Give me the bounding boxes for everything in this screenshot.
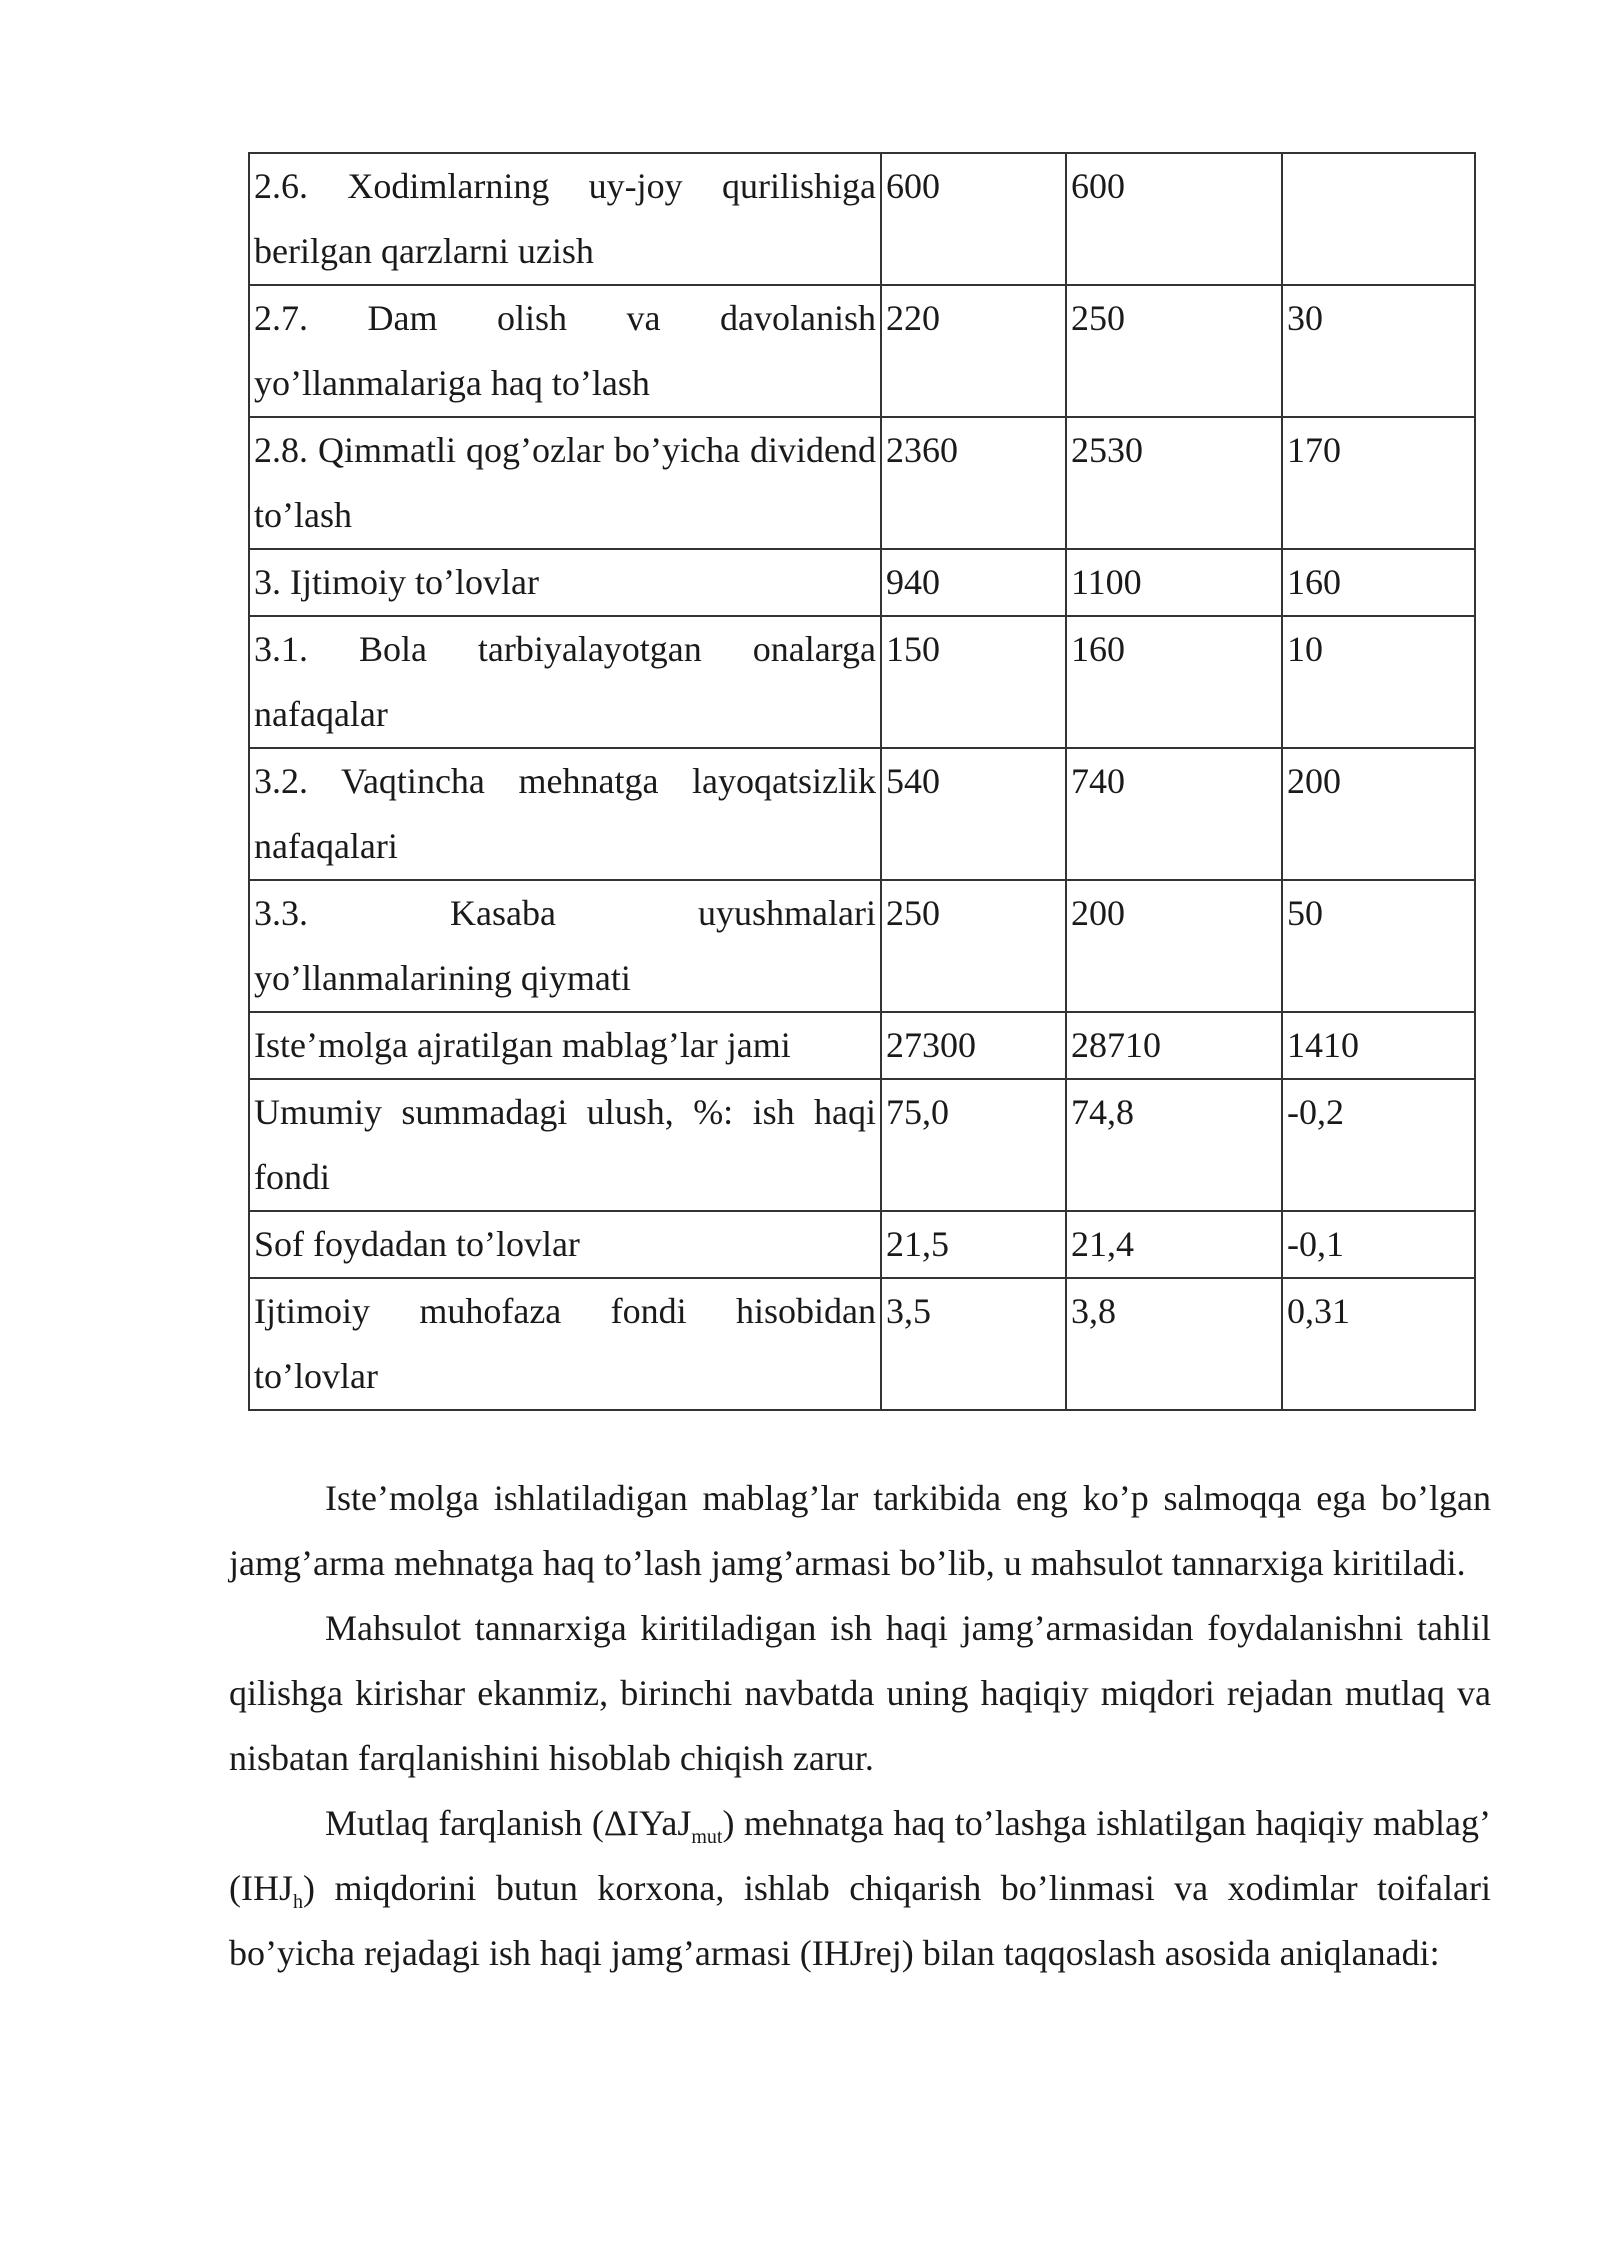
row-label: 3. Ijtimoiy to’lovlar <box>249 549 881 616</box>
difference-value: 170 <box>1282 417 1475 549</box>
table-row <box>249 417 1475 549</box>
fund-usage-table <box>248 152 1476 1411</box>
row-label: Iste’molga ajratilgan mablag’lar jami <box>249 1012 881 1079</box>
difference-value <box>1282 153 1475 285</box>
paragraph: Mahsulot tannarxiga kiritiladigan ish haqi jamg’armasidan foydalanishni tahlil qilishga kirishar ekanmiz, birinchi navbatda uning haqiqiy miqdori rejadan mutlaq va nisbatan farqlanishini hisoblab chiqish zarur. <box>229 1608 1491 1778</box>
paragraph: Iste’molga ishlatiladigan mablag’lar tarkibida eng ko’p salmoqqa ega bo’lgan jamg’arma mehnatga haq to’lash jamg’armasi bo’lib, u mahsulot tannarxiga kiritiladi. <box>229 1478 1491 1583</box>
table-row <box>249 549 1475 616</box>
actual-value: 250 <box>1066 285 1282 417</box>
table-row <box>249 748 1475 880</box>
subscript: h <box>292 1891 303 1914</box>
plan-value: 540 <box>881 748 1066 880</box>
plan-value: 3,5 <box>881 1278 1066 1410</box>
table-row <box>249 880 1475 1012</box>
actual-value: 74,8 <box>1066 1079 1282 1211</box>
text-fragment: ) miqdorini butun korxona, ishlab chiqarish bo’linmasi va xodimlar toifalari bo’yicha rejadagi ish haqi jamg’armasi (IHJrej) bilan taqqoslash asosida aniqlanadi: <box>229 1868 1491 1973</box>
text-fragment: Mutlaq farqlanish (ΔIYaJ <box>325 1803 692 1843</box>
plan-value: 600 <box>881 153 1066 285</box>
actual-value: 3,8 <box>1066 1278 1282 1410</box>
difference-value: -0,2 <box>1282 1079 1475 1211</box>
plan-value: 220 <box>881 285 1066 417</box>
row-label: Sof foydadan to’lovlar <box>249 1211 881 1278</box>
row-label: Umumiy summadagi ulush, %: ish haqi fondi <box>249 1079 881 1211</box>
table-row <box>249 1211 1475 1278</box>
plan-value: 2360 <box>881 417 1066 549</box>
row-label: Ijtimoiy muhofaza fondi hisobidan to’lovlar <box>249 1278 881 1410</box>
difference-value: 10 <box>1282 616 1475 748</box>
difference-value: 30 <box>1282 285 1475 417</box>
row-label: 3.1. Bola tarbiyalayotgan onalarga nafaqalar <box>249 616 881 748</box>
actual-value: 1100 <box>1066 549 1282 616</box>
plan-value: 940 <box>881 549 1066 616</box>
plan-value: 27300 <box>881 1012 1066 1079</box>
table-row <box>249 616 1475 748</box>
plan-value: 250 <box>881 880 1066 1012</box>
plan-value: 21,5 <box>881 1211 1066 1278</box>
table-row <box>249 153 1475 285</box>
table-row <box>249 1012 1475 1079</box>
plan-value: 75,0 <box>881 1079 1066 1211</box>
row-label: 3.3. Kasaba uyushmalari yo’llanmalarining qiymati <box>249 880 881 1012</box>
row-label: 2.7. Dam olish va davolanish yo’llanmalariga haq to’lash <box>249 285 881 417</box>
actual-value: 28710 <box>1066 1012 1282 1079</box>
paragraph-formula-intro <box>229 1791 1491 1986</box>
actual-value: 740 <box>1066 748 1282 880</box>
difference-value: 160 <box>1282 549 1475 616</box>
difference-value: 200 <box>1282 748 1475 880</box>
table-row <box>249 1278 1475 1410</box>
subscript: mut <box>691 1826 723 1849</box>
row-label: 2.6. Xodimlarning uy-joy qurilishiga berilgan qarzlarni uzish <box>249 153 881 285</box>
actual-value: 2530 <box>1066 417 1282 549</box>
difference-value: 1410 <box>1282 1012 1475 1079</box>
actual-value: 600 <box>1066 153 1282 285</box>
body-text <box>229 1466 1491 1986</box>
text-fragment: ) mehnatga haq to’lashga ishlatilgan haqiqiy mablag’ (IHJ <box>229 1803 1491 1908</box>
difference-value: -0,1 <box>1282 1211 1475 1278</box>
row-label: 2.8. Qimmatli qog’ozlar bo’yicha dividend to’lash <box>249 417 881 549</box>
row-label: 3.2. Vaqtincha mehnatga layoqatsizlik nafaqalari <box>249 748 881 880</box>
table-row <box>249 1079 1475 1211</box>
actual-value: 200 <box>1066 880 1282 1012</box>
table-row <box>249 285 1475 417</box>
difference-value: 50 <box>1282 880 1475 1012</box>
difference-value: 0,31 <box>1282 1278 1475 1410</box>
actual-value: 21,4 <box>1066 1211 1282 1278</box>
actual-value: 160 <box>1066 616 1282 748</box>
plan-value: 150 <box>881 616 1066 748</box>
